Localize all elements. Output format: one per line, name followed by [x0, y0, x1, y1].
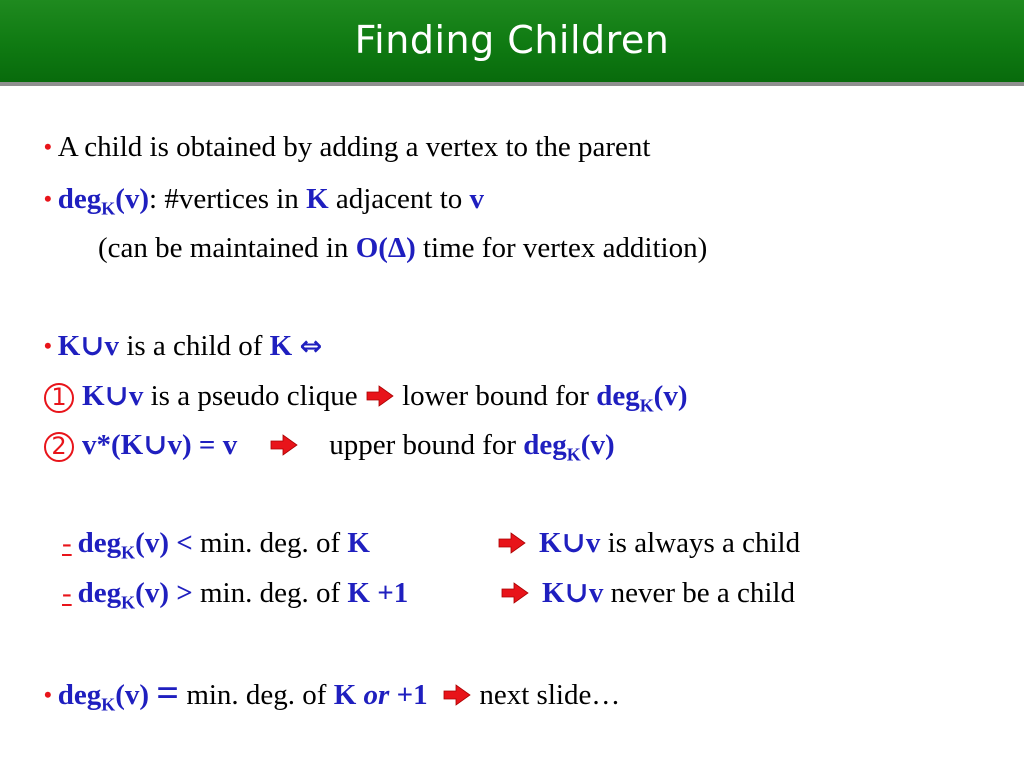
- text: time for vertex addition): [415, 232, 708, 264]
- text: min. deg. of: [179, 679, 334, 711]
- bullet-icon: •: [44, 186, 52, 211]
- text: is a pseudo clique: [143, 380, 365, 412]
- sub-line-3: [98, 231, 707, 265]
- right-arrow-icon: [500, 581, 530, 605]
- text: is always a child: [600, 527, 801, 559]
- deg-term: deg$_K$(v) >: [77, 577, 193, 613]
- case-line-2-result: [500, 576, 795, 610]
- right-arrow-icon: [365, 384, 395, 408]
- bullet-icon: •: [44, 682, 52, 707]
- K-union-v: K∪v: [542, 577, 604, 609]
- text: lower bound for: [394, 380, 597, 412]
- right-arrow-icon: [442, 683, 472, 707]
- K-union-v: K∪v: [57, 330, 120, 362]
- title-bar: [0, 0, 1024, 86]
- deg-term: deg$_K$(v) <: [77, 527, 193, 563]
- set-K: K: [347, 527, 370, 559]
- bullet-line-9: [44, 670, 621, 715]
- condition-2: [44, 428, 615, 465]
- K-union-v: K∪v: [82, 380, 144, 412]
- bullet-icon: •: [44, 134, 52, 159]
- deg-term: deg$_K$(v): [596, 380, 688, 416]
- set-K: K: [269, 330, 293, 362]
- K-union-v: K∪v: [539, 527, 601, 559]
- dash-bullet: -: [62, 527, 72, 559]
- bullet-line-4: [44, 329, 322, 365]
- set-K-plus-one: K +1: [347, 577, 409, 609]
- dash-bullet: -: [62, 577, 72, 609]
- case-line-1: [62, 526, 370, 563]
- slide-title: Finding Children: [354, 18, 670, 62]
- bullet-text: A child is obtained by adding a vertex to the parent: [57, 131, 651, 163]
- text: never be a child: [603, 577, 795, 609]
- text: min. deg. of: [192, 527, 348, 559]
- text: (can be maintained in: [98, 232, 356, 264]
- text: next slide…: [472, 679, 621, 711]
- set-K: K: [306, 183, 329, 215]
- text: adjacent to: [328, 183, 470, 215]
- bullet-line-2: [44, 182, 484, 218]
- iff-arrow-icon: ⇔: [299, 331, 323, 362]
- deg-term: deg$_K$(v): [523, 429, 615, 465]
- or-word: or: [363, 679, 390, 711]
- right-arrow-icon: [269, 433, 299, 457]
- condition-1: [44, 379, 688, 416]
- right-arrow-icon: [497, 531, 527, 555]
- set-K: K: [333, 679, 357, 711]
- complexity: O(Δ): [355, 232, 416, 264]
- expression: v*(K∪v) = v: [82, 429, 238, 461]
- bullet-icon: •: [44, 333, 52, 358]
- deg-term: deg$_K$(v): [57, 183, 150, 219]
- case-line-1-result: [497, 526, 800, 560]
- circled-one-icon: 1: [44, 383, 74, 413]
- vertex-v: v: [469, 183, 485, 215]
- text: upper bound for: [329, 429, 524, 461]
- text: : #vertices in: [149, 183, 307, 215]
- deg-term: deg$_K$(v): [57, 679, 150, 715]
- circled-two-icon: 2: [44, 432, 74, 462]
- text: min. deg. of: [192, 577, 348, 609]
- bullet-line-1: [44, 130, 650, 166]
- text: is a child of: [119, 330, 270, 362]
- case-line-2: [62, 576, 409, 613]
- plus-one: +1: [396, 679, 428, 711]
- equals-sign: =: [156, 670, 180, 715]
